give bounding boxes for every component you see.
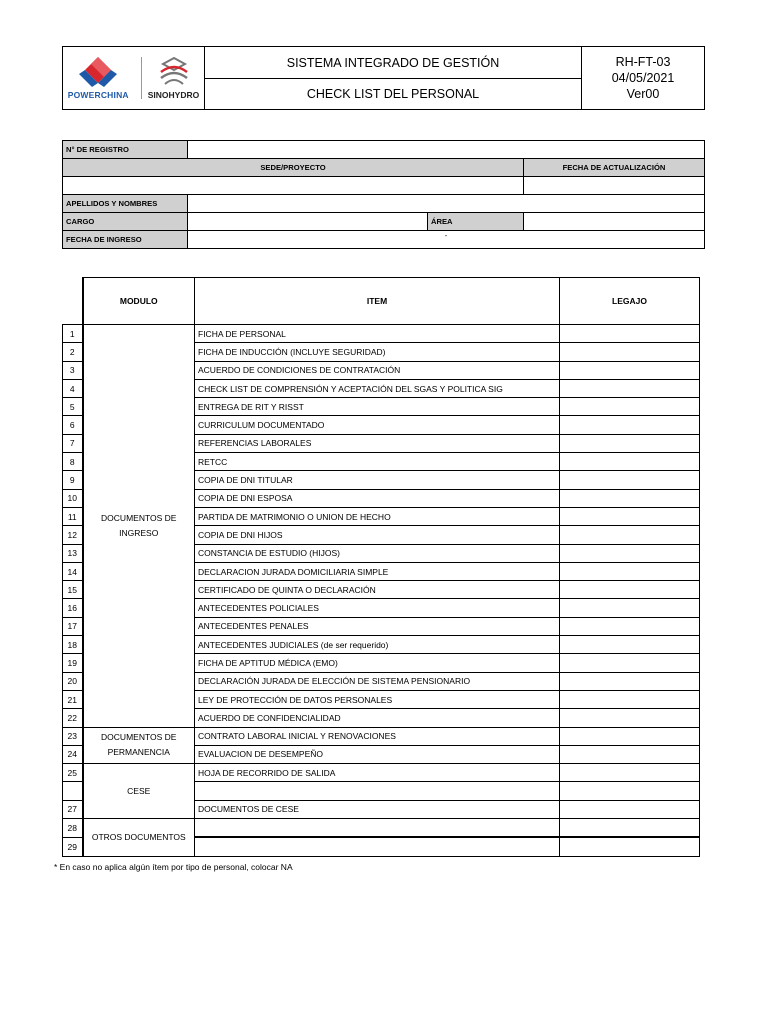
row-number: 15 xyxy=(63,581,83,599)
legajo-cell[interactable] xyxy=(560,782,700,800)
item-cell xyxy=(195,782,560,800)
legajo-cell[interactable] xyxy=(560,398,700,416)
item-cell: CURRICULUM DOCUMENTADO xyxy=(195,416,560,434)
module-cese: CESE xyxy=(83,764,195,819)
legajo-cell[interactable] xyxy=(560,690,700,708)
legajo-cell[interactable] xyxy=(560,562,700,580)
row-number: 2 xyxy=(63,343,83,361)
legajo-cell[interactable] xyxy=(560,471,700,489)
row-number: 6 xyxy=(63,416,83,434)
footnote: * En caso no aplica algún ítem por tipo de personal, colocar NA xyxy=(54,862,293,872)
item-cell: ENTREGA DE RIT Y RISST xyxy=(195,398,560,416)
legajo-cell[interactable] xyxy=(560,617,700,635)
powerchina-logo-text: POWERCHINA xyxy=(67,90,129,100)
modulo-header: MODULO xyxy=(83,278,195,325)
row-number: 14 xyxy=(63,562,83,580)
row-number: 17 xyxy=(63,617,83,635)
legajo-cell[interactable] xyxy=(560,526,700,544)
item-cell: ANTECEDENTES POLICIALES xyxy=(195,599,560,617)
module-permanencia: DOCUMENTOS DE PERMANENCIA xyxy=(83,727,195,764)
legajo-cell[interactable] xyxy=(560,599,700,617)
item-cell: DOCUMENTOS DE CESE xyxy=(195,800,560,818)
legajo-cell[interactable] xyxy=(560,745,700,763)
item-cell: ANTECEDENTES PENALES xyxy=(195,617,560,635)
nombres-label: APELLIDOS Y NOMBRES xyxy=(63,195,188,213)
row-number: 7 xyxy=(63,434,83,452)
ingreso-label: FECHA DE INGRESO xyxy=(63,231,188,249)
item-cell: ACUERDO DE CONFIDENCIALIDAD xyxy=(195,709,560,727)
item-cell: FICHA DE APTITUD MÉDICA (EMO) xyxy=(195,654,560,672)
checklist-table xyxy=(62,277,700,857)
row-number: 19 xyxy=(63,654,83,672)
number-header xyxy=(63,278,83,325)
item-cell: DECLARACION JURADA DOMICILIARIA SIMPLE xyxy=(195,562,560,580)
item-cell: EVALUACION DE DESEMPEÑO xyxy=(195,745,560,763)
legajo-cell[interactable] xyxy=(560,489,700,507)
item-cell: CHECK LIST DE COMPRENSIÓN Y ACEPTACIÓN DEL SGAS Y POLITICA SIG xyxy=(195,379,560,397)
legajo-cell[interactable] xyxy=(560,837,700,856)
fecha-actualizacion-label: FECHA DE ACTUALIZACIÓN xyxy=(524,159,705,177)
row-number: 24 xyxy=(63,745,83,763)
row-number xyxy=(63,782,83,800)
document-code: RH-FT-03 xyxy=(615,55,671,69)
row-number: 16 xyxy=(63,599,83,617)
item-cell xyxy=(195,837,560,856)
item-header: ITEM xyxy=(195,278,560,325)
system-title: SISTEMA INTEGRADO DE GESTIÓN xyxy=(205,47,582,79)
legajo-cell[interactable] xyxy=(560,507,700,525)
table-row xyxy=(63,764,700,782)
document-code-cell xyxy=(582,47,705,110)
powerchina-mark-icon xyxy=(78,56,118,88)
registro-field[interactable] xyxy=(188,141,705,159)
item-cell: COPIA DE DNI TITULAR xyxy=(195,471,560,489)
row-number: 11 xyxy=(63,507,83,525)
row-number: 18 xyxy=(63,636,83,654)
sede-label: SEDE/PROYECTO xyxy=(63,159,524,177)
row-number: 9 xyxy=(63,471,83,489)
row-number: 8 xyxy=(63,453,83,471)
legajo-cell[interactable] xyxy=(560,709,700,727)
row-number: 20 xyxy=(63,672,83,690)
row-number: 22 xyxy=(63,709,83,727)
legajo-cell[interactable] xyxy=(560,800,700,818)
item-cell: CERTIFICADO DE QUINTA O DECLARACIÓN xyxy=(195,581,560,599)
item-cell: CONTRATO LABORAL INICIAL Y RENOVACIONES xyxy=(195,727,560,745)
legajo-cell[interactable] xyxy=(560,672,700,690)
sinohydro-logo xyxy=(148,56,199,100)
item-cell: FICHA DE INDUCCIÓN (INCLUYE SEGURIDAD) xyxy=(195,343,560,361)
row-number: 21 xyxy=(63,690,83,708)
module-ingreso: DOCUMENTOS DE INGRESO xyxy=(83,325,195,728)
logo-divider xyxy=(141,57,142,99)
logo-area xyxy=(63,47,205,110)
item-cell: COPIA DE DNI HIJOS xyxy=(195,526,560,544)
legajo-cell[interactable] xyxy=(560,416,700,434)
item-cell: LEY DE PROTECCIÓN DE DATOS PERSONALES xyxy=(195,690,560,708)
row-number: 3 xyxy=(63,361,83,379)
legajo-cell[interactable] xyxy=(560,654,700,672)
row-number: 25 xyxy=(63,764,83,782)
sinohydro-logo-text: SINOHYDRO xyxy=(147,90,200,100)
area-field[interactable] xyxy=(524,213,705,231)
legajo-cell[interactable] xyxy=(560,343,700,361)
table-row xyxy=(63,325,700,343)
item-cell: ACUERDO DE CONDICIONES DE CONTRATACIÓN xyxy=(195,361,560,379)
legajo-cell[interactable] xyxy=(560,764,700,782)
row-number: 12 xyxy=(63,526,83,544)
item-cell: ANTECEDENTES JUDICIALES (de ser requerido) xyxy=(195,636,560,654)
checklist-header-row xyxy=(63,278,700,325)
row-number: 4 xyxy=(63,379,83,397)
legajo-cell[interactable] xyxy=(560,581,700,599)
row-number: 13 xyxy=(63,544,83,562)
row-number: 23 xyxy=(63,727,83,745)
cargo-field[interactable] xyxy=(188,213,428,231)
item-cell: FICHA DE PERSONAL xyxy=(195,325,560,343)
legajo-cell[interactable] xyxy=(560,453,700,471)
row-number: 29 xyxy=(63,837,83,856)
item-cell: PARTIDA DE MATRIMONIO O UNION DE HECHO xyxy=(195,507,560,525)
nombres-field[interactable] xyxy=(188,195,705,213)
employee-info-table xyxy=(62,140,705,249)
row-number: 5 xyxy=(63,398,83,416)
row-number: 27 xyxy=(63,800,83,818)
row-number: 28 xyxy=(63,819,83,838)
legajo-cell[interactable] xyxy=(560,727,700,745)
item-cell: DECLARACIÓN JURADA DE ELECCIÓN DE SISTEMA PENSIONARIO xyxy=(195,672,560,690)
powerchina-logo xyxy=(68,56,129,100)
cargo-label: CARGO xyxy=(63,213,188,231)
legajo-cell[interactable] xyxy=(560,544,700,562)
document-header xyxy=(62,46,705,110)
item-cell: RETCC xyxy=(195,453,560,471)
sinohydro-mark-icon xyxy=(157,56,191,88)
item-cell: COPIA DE DNI ESPOSA xyxy=(195,489,560,507)
sede-field[interactable] xyxy=(63,177,524,195)
item-cell: CONSTANCIA DE ESTUDIO (HIJOS) xyxy=(195,544,560,562)
table-row xyxy=(63,819,700,838)
document-date: 04/05/2021 xyxy=(611,71,675,85)
row-number: 10 xyxy=(63,489,83,507)
module-otros: OTROS DOCUMENTOS xyxy=(83,819,195,857)
legajo-cell[interactable] xyxy=(560,379,700,397)
row-number: 1 xyxy=(63,325,83,343)
item-cell: HOJA DE RECORRIDO DE SALIDA xyxy=(195,764,560,782)
legajo-header: LEGAJO xyxy=(560,278,700,325)
legajo-cell[interactable] xyxy=(560,434,700,452)
legajo-cell[interactable] xyxy=(560,325,700,343)
document-version: Ver00 xyxy=(626,87,660,101)
fecha-actualizacion-field[interactable] xyxy=(524,177,705,195)
ingreso-field[interactable]: - xyxy=(188,231,705,249)
document-title: CHECK LIST DEL PERSONAL xyxy=(205,79,582,110)
legajo-cell[interactable] xyxy=(560,819,700,838)
registro-label: N° DE REGISTRO xyxy=(63,141,188,159)
item-cell: REFERENCIAS LABORALES xyxy=(195,434,560,452)
area-label: ÁREA xyxy=(428,213,524,231)
table-row xyxy=(63,727,700,745)
legajo-cell[interactable] xyxy=(560,361,700,379)
item-cell xyxy=(195,819,560,838)
legajo-cell[interactable] xyxy=(560,636,700,654)
